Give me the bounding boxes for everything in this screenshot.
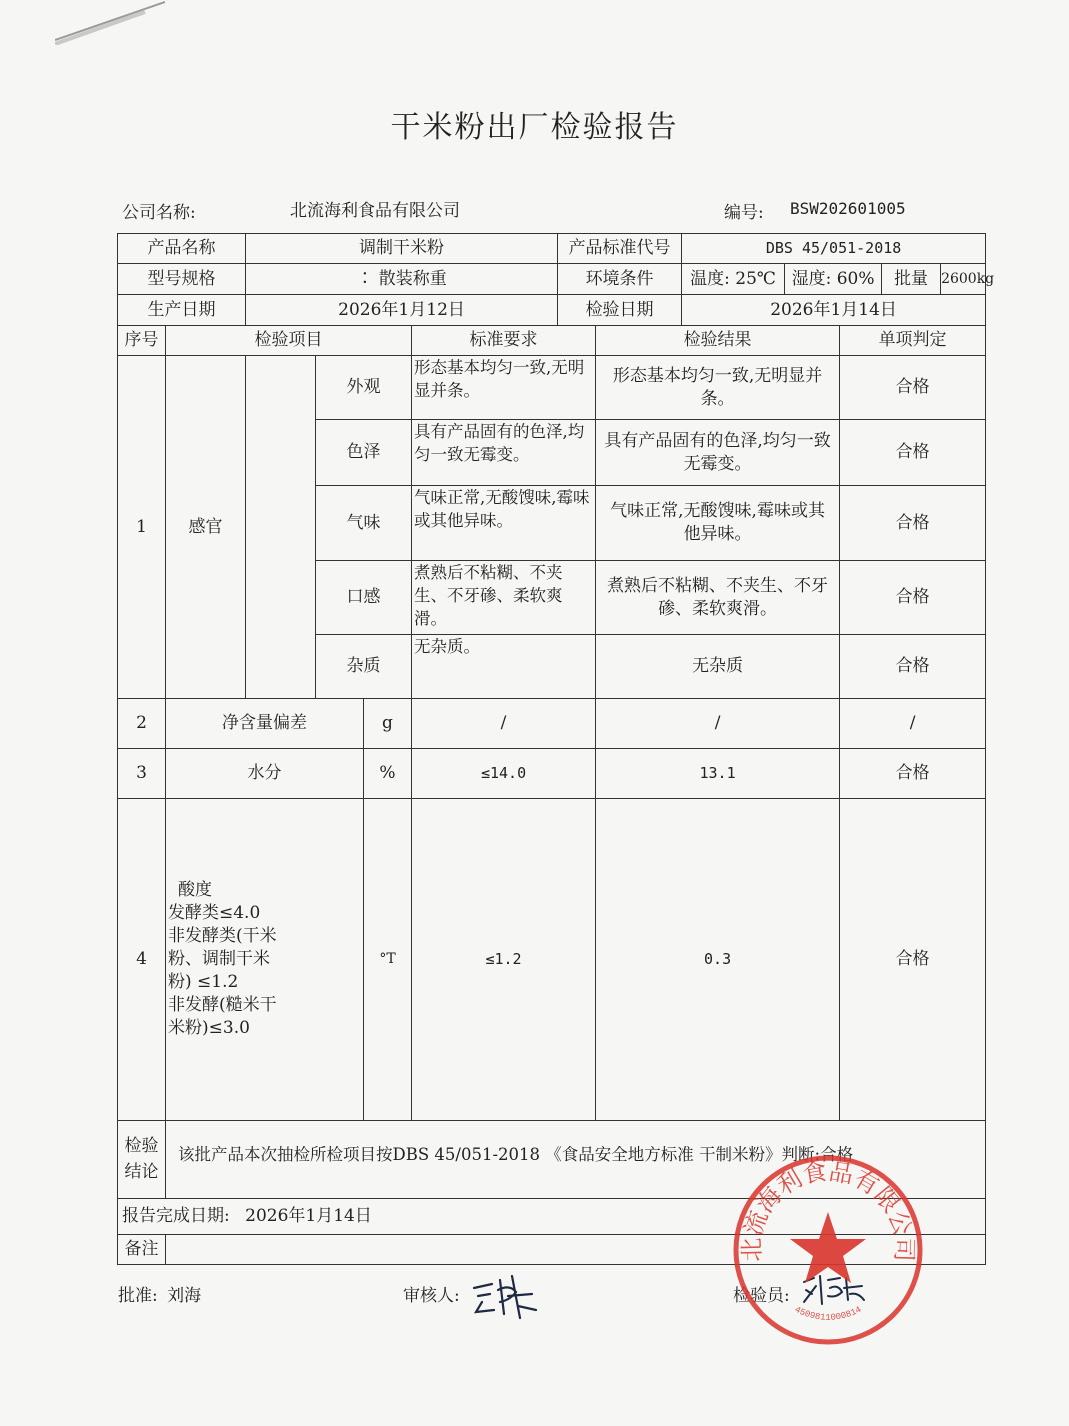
scan-corner-mark (55, 0, 165, 45)
col-result: 检验结果 (596, 326, 840, 356)
spec-value: ∶ 散装称重 (246, 264, 558, 295)
insp-date-label: 检验日期 (558, 295, 682, 326)
reviewer-signature (470, 1266, 540, 1326)
row3-judgement: 合格 (840, 749, 986, 799)
report-title: 干米粉出厂检验报告 (390, 110, 679, 145)
row4-name-line: 非发酵类(干米 (168, 926, 277, 947)
conclusion-text: 该批产品本次抽检所检项目按DBS 45/051-2018 《食品安全地方标准 干制米粉》判断:合格 (166, 1121, 986, 1199)
sensory-judgement: 合格 (840, 561, 986, 635)
company-seal (728, 1150, 928, 1350)
row4-requirement: ≤1.2 (412, 799, 596, 1121)
sensory-requirement: 形态基本均匀一致,无明显并条。 (412, 356, 596, 420)
sensory-result: 煮熟后不粘糊、不夹生、不牙碜、柔软爽滑。 (596, 561, 840, 635)
table-row (118, 356, 986, 420)
env-cell (682, 264, 995, 295)
humidity: 湿度: 60% (785, 264, 882, 294)
row4-name-line: 酸度 (178, 880, 212, 901)
row2-no: 2 (118, 699, 166, 749)
remarks-label: 备注 (118, 1235, 166, 1265)
company-name: 北流海利食品有限公司 (290, 201, 460, 221)
row4-name-line: 非发酵(糙米干 (168, 994, 277, 1015)
row2-judgement: / (840, 699, 986, 749)
spec-label: 型号规格 (118, 264, 246, 295)
sensory-result: 形态基本均匀一致,无明显并条。 (596, 356, 840, 420)
review-label: 审核人: (403, 1286, 460, 1306)
row1-no: 1 (118, 356, 166, 699)
row1-category: 感官 (166, 356, 246, 699)
sensory-result: 气味正常,无酸馊味,霉味或其他异味。 (596, 486, 840, 561)
row2-requirement: / (412, 699, 596, 749)
prod-date: 2026年1月12日 (246, 295, 558, 326)
sensory-name: 杂质 (316, 635, 412, 699)
sensory-name: 口感 (316, 561, 412, 635)
row4-name-line: 粉) ≤1.2 (168, 971, 239, 992)
header-row-spec (118, 264, 986, 295)
row4-name-line: 发酵类≤4.0 (168, 903, 261, 924)
standard-code: DBS 45/051-2018 (682, 234, 986, 264)
row3-unit: % (364, 749, 412, 799)
table-row (118, 749, 986, 799)
product-name: 调制干米粉 (246, 234, 558, 264)
row3-no: 3 (118, 749, 166, 799)
row2-unit: g (364, 699, 412, 749)
row4-name-line: 米粉)≤3.0 (168, 1017, 250, 1038)
sensory-name: 色泽 (316, 420, 412, 486)
sensory-requirement: 具有产品固有的色泽,均匀一致无霉变。 (412, 420, 596, 486)
col-requirement: 标准要求 (412, 326, 596, 356)
sensory-name: 外观 (316, 356, 412, 420)
conclusion-label-line2: 结论 (124, 1161, 159, 1182)
sensory-result: 具有产品固有的色泽,均匀一致无霉变。 (596, 420, 840, 486)
batch-label: 批量 (882, 264, 941, 294)
prod-date-label: 生产日期 (118, 295, 246, 326)
row4-unit: °T (364, 799, 412, 1121)
sensory-judgement: 合格 (840, 635, 986, 699)
sensory-requirement: 煮熟后不粘糊、不夹生、不牙碜、柔软爽滑。 (412, 561, 596, 635)
inspector-label: 检验员: (733, 1286, 790, 1306)
sensory-judgement: 合格 (840, 356, 986, 420)
col-no: 序号 (118, 326, 166, 356)
sensory-judgement: 合格 (840, 486, 986, 561)
approve-name: 刘海 (167, 1286, 202, 1306)
row4-no: 4 (118, 799, 166, 1121)
seal-star-icon (790, 1212, 866, 1283)
row4-judgement: 合格 (840, 799, 986, 1121)
sensory-name: 气味 (316, 486, 412, 561)
header-row-dates (118, 295, 986, 326)
column-header-row (118, 326, 986, 356)
row3-requirement: ≤14.0 (412, 749, 596, 799)
product-name-label: 产品名称 (118, 234, 246, 264)
row4-name-line: 粉、调制干米 (168, 949, 270, 970)
number-label: 编号: (724, 203, 764, 223)
sensory-requirement: 气味正常,无酸馊味,霉味或其他异味。 (412, 486, 596, 561)
sensory-result: 无杂质 (596, 635, 840, 699)
temperature: 温度: 25℃ (682, 264, 785, 294)
completion-date: 2026年1月14日 (245, 1206, 372, 1227)
row4-result: 0.3 (596, 799, 840, 1121)
table-row (118, 699, 986, 749)
completion-label: 报告完成日期: (122, 1206, 230, 1227)
conclusion-label (118, 1121, 166, 1199)
approve-label: 批准: (118, 1286, 158, 1306)
col-judgement: 单项判定 (840, 326, 986, 356)
inspection-table (117, 233, 995, 1265)
table-row (118, 799, 986, 1121)
standard-label: 产品标准代号 (558, 234, 682, 264)
row3-name: 水分 (166, 749, 364, 799)
header-row-product (118, 234, 986, 264)
sensory-judgement: 合格 (840, 420, 986, 486)
sensory-requirement: 无杂质。 (412, 635, 596, 699)
row4-name (166, 799, 364, 1121)
env-label: 环境条件 (558, 264, 682, 295)
col-item: 检验项目 (166, 326, 412, 356)
row2-name: 净含量偏差 (166, 699, 364, 749)
company-label: 公司名称: (122, 203, 196, 223)
row3-result: 13.1 (596, 749, 840, 799)
approve-block (118, 1281, 201, 1306)
row1-spacer (246, 356, 316, 699)
seal-code-text: 4509811000814 (792, 1304, 864, 1323)
batch-value: 2600kg (941, 270, 995, 287)
seal-company-text: 北流海利食品有限公司 (739, 1159, 917, 1263)
insp-date: 2026年1月14日 (682, 295, 986, 326)
row2-result: / (596, 699, 840, 749)
conclusion-label-line1: 检验 (124, 1136, 159, 1156)
report-number: BSW202601005 (790, 199, 906, 218)
